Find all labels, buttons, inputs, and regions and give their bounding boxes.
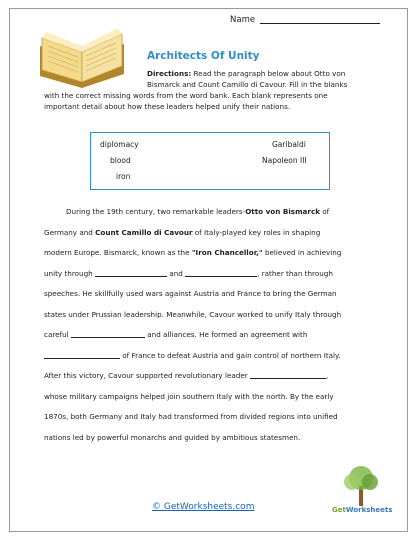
blank-1[interactable] <box>95 268 167 277</box>
word-bank-item: diplomacy <box>100 140 139 149</box>
word-bank-item: iron <box>116 172 131 181</box>
word-bank-item: Napoleon III <box>262 156 307 165</box>
word-bank-item: blood <box>110 156 131 165</box>
blank-3[interactable] <box>71 329 145 338</box>
name-underline <box>260 23 380 24</box>
word-bank-item: Garibaldi <box>272 140 306 149</box>
name-field[interactable] <box>230 15 380 25</box>
footer-link[interactable]: © GetWorksheets.com <box>152 502 255 512</box>
reading-paragraph: During the 19th century, two remarkable leaders-Otto von Bismarck of Germany and Count Camillo di Cavour of Italy-played key roles in shaping modern Europe. Bismarck, known as the "Iron Chancellor," believed in achieving unity through and , rather than through speeches. He skillfully used wars against Austria and France to bring the German states under Prussian leadership. Meanwhile, Cavour worked to unify Italy through careful and alliances. He formed an agreement with of France to defeat Austria and gain control of northern Italy. After this victory, Cavour supported revolutionary leader , whose military campaigns helped join southern Italy with the north. By the early 1870s, both Germany and Italy had transformed from divided regions into unified nations led by powerful monarchs and guided by ambitious statesmen. <box>44 207 342 442</box>
worksheet-title: Architects Of Unity <box>147 50 260 62</box>
name-label: Name <box>230 15 256 25</box>
blank-5[interactable] <box>250 370 326 379</box>
blank-2[interactable] <box>185 268 257 277</box>
logo-text: GetWorksheets <box>332 506 393 514</box>
directions-lead: Directions: <box>147 69 192 78</box>
blank-4[interactable] <box>44 350 120 359</box>
directions-text: Directions: Read the paragraph below about Otto von Bismarck and Count Camillo di Cavour. Fill in the blanks with the correct missing words from the word bank. Each blank represents one important detail about how these leaders helped unify their nations. <box>44 69 348 111</box>
